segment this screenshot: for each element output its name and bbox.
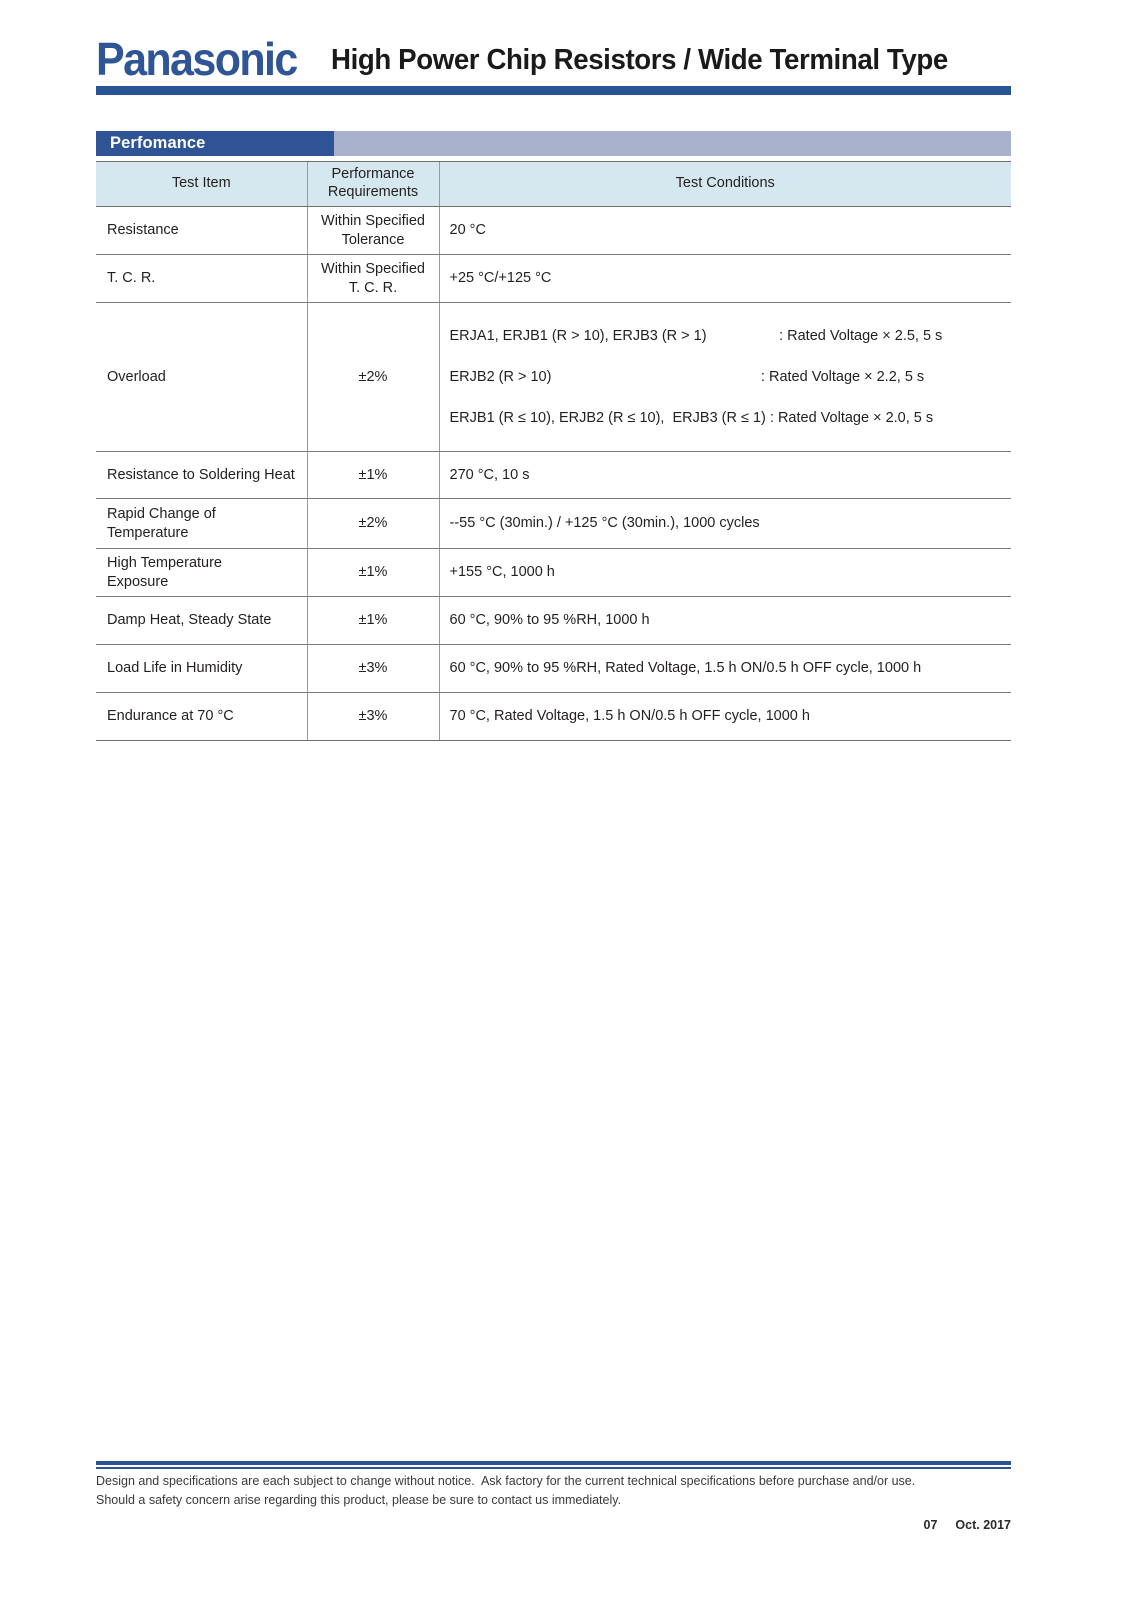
table-row [96, 452, 1011, 499]
column-header-performance-requirements-line1: Performance [331, 166, 415, 183]
table-row [96, 255, 1011, 303]
footer-meta [96, 1518, 1011, 1532]
test-item-line2: Temperature [107, 524, 189, 541]
cell-test-item: Endurance at 70 °C [96, 693, 307, 741]
column-header-performance-requirements [307, 162, 439, 207]
cell-performance-requirement: ±2% [307, 303, 439, 452]
cell-performance-requirement: ±2% [307, 499, 439, 549]
table-row [96, 303, 1011, 452]
test-item-line1: Rapid Change of [107, 506, 216, 522]
cell-test-item: Load Life in Humidity [96, 645, 307, 693]
cell-performance-requirement: ±1% [307, 549, 439, 597]
cell-test-condition: +155 °C, 1000 h [439, 549, 1011, 597]
cell-test-item [96, 499, 307, 549]
condition-line2: ERJB2 (R > 10) : Rated Voltage × 2.2, 5 s [449, 368, 925, 385]
requirement-line1: Within Specified [321, 213, 425, 230]
test-item-line2: Exposure [107, 573, 169, 590]
document-title: High Power Chip Resistors / Wide Terminal Type [330, 43, 948, 76]
header-divider-rule [96, 86, 1011, 95]
footer-disclaimer [96, 1472, 1011, 1511]
panasonic-logo: Panasonic [96, 33, 297, 86]
section-band [96, 131, 1011, 156]
table-row [96, 207, 1011, 255]
cell-test-condition: 60 °C, 90% to 95 %RH, Rated Voltage, 1.5 h ON/0.5 h OFF cycle, 1000 h [439, 645, 1011, 693]
requirement-line1: Within Specified [321, 261, 425, 278]
table-row [96, 499, 1011, 549]
requirement-line2: T. C. R. [348, 279, 398, 296]
cell-performance-requirement: ±3% [307, 645, 439, 693]
cell-test-item [96, 549, 307, 597]
table-header [96, 162, 1011, 207]
cell-test-condition [439, 303, 1011, 452]
table-header-row [96, 162, 1011, 207]
cell-test-condition: 60 °C, 90% to 95 %RH, 1000 h [439, 597, 1011, 645]
condition-line3: ERJB1 (R ≤ 10), ERJB2 (R ≤ 10), ERJB3 (R ≤ 1) : Rated Voltage × 2.0, 5 s [449, 409, 934, 426]
footer-disclaimer-line2: Should a safety concern arise regarding this product, please be sure to contact us immediately. [96, 1493, 622, 1508]
cell-test-condition: 20 °C [439, 207, 1011, 255]
requirement-line2: Tolerance [341, 231, 405, 248]
footer-divider-rules [96, 1461, 1011, 1469]
cell-test-item: Damp Heat, Steady State [96, 597, 307, 645]
cell-test-item: Resistance to Soldering Heat [96, 452, 307, 499]
table-row [96, 549, 1011, 597]
cell-test-item: T. C. R. [96, 255, 307, 303]
column-header-test-conditions: Test Conditions [439, 162, 1011, 207]
cell-performance-requirement: ±1% [307, 452, 439, 499]
table-body [96, 207, 1011, 741]
cell-performance-requirement: ±1% [307, 597, 439, 645]
table-row [96, 645, 1011, 693]
page-number: 07 [923, 1518, 938, 1532]
cell-performance-requirement: ±3% [307, 693, 439, 741]
cell-test-condition: +25 °C/+125 °C [439, 255, 1011, 303]
footer-rule-thin [96, 1467, 1011, 1469]
cell-test-condition: 270 °C, 10 s [439, 452, 1011, 499]
table-row [96, 693, 1011, 741]
cell-test-item: Resistance [96, 207, 307, 255]
column-header-test-item: Test Item [96, 162, 307, 207]
cell-performance-requirement [307, 207, 439, 255]
cell-test-condition: --55 °C (30min.) / +125 °C (30min.), 1000 cycles [439, 499, 1011, 549]
test-item-line1: High Temperature [107, 555, 222, 571]
footer-disclaimer-line1: Design and specifications are each subject to change without notice. Ask factory for the current technical specifications before purchase and/or use. [96, 1474, 916, 1488]
performance-table [96, 161, 1011, 741]
publication-date: Oct. 2017 [955, 1518, 1011, 1532]
column-header-performance-requirements-line2: Requirements [327, 184, 419, 200]
cell-performance-requirement [307, 255, 439, 303]
condition-line1: ERJA1, ERJB1 (R > 10), ERJB3 (R > 1) : Rated Voltage × 2.5, 5 s [449, 327, 943, 344]
cell-test-item: Overload [96, 303, 307, 452]
cell-test-condition: 70 °C, Rated Voltage, 1.5 h ON/0.5 h OFF cycle, 1000 h [439, 693, 1011, 741]
section-title: Perfomance [96, 131, 334, 156]
table-row [96, 597, 1011, 645]
